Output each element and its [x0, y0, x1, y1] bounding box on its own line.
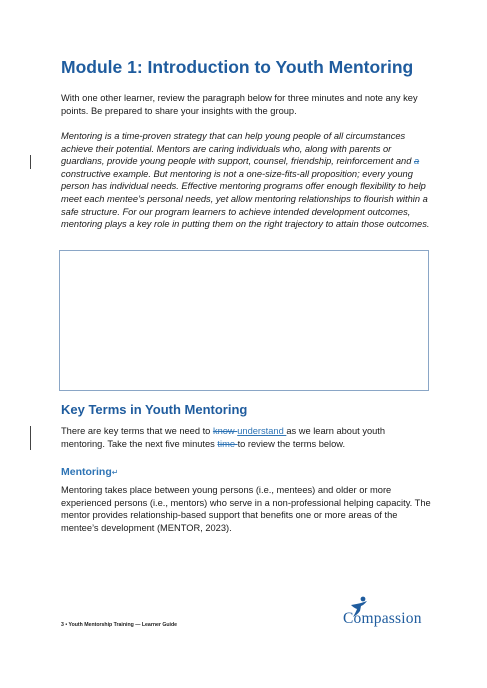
module-instruction: With one other learner, review the paragraph below for three minutes and note any key points. Be prepared to share your insights with the group.: [61, 93, 418, 116]
change-bar: [30, 426, 31, 450]
notes-box[interactable]: [59, 250, 429, 391]
intro-text-2: as we learn about youth mentoring. Take the next five minutes: [61, 426, 386, 449]
mentoring-paragraph: [61, 130, 433, 231]
deleted-text: know: [212, 426, 238, 436]
paragraph-text-1: Mentoring is a time-proven strategy that can help young people of all circumstances achieve their potential. Mentors are caring individuals who, along with parents or guardians, provide young people with support, counsel, friendship, reinforcement and: [61, 131, 414, 167]
page-footer: 3 • Youth Mentorship Training — Learner Guide: [61, 622, 178, 628]
deleted-text: a: [413, 156, 420, 167]
term-definition-mentoring: Mentoring takes place between young persons (i.e., mentees) and older or more experienced persons (i.e., mentors) who serve in a non-professional helping capacity. The mentor provides relationship-based support that benefits one or more areas of the mentee’s development (MENTOR, 2023).: [61, 485, 431, 533]
paragraph-mark-icon: ↵: [111, 468, 119, 477]
paragraph-text-2: constructive example. But mentoring is not a one-size-fits-all proposition; every young person has individual needs. Effective mentoring programs offer enough flexibility to help meet each mentee’s personal needs, yet allow mentoring relationships to flourish within a safe structure. For our program learners to achieve intended development outcomes, mentoring plays a key role in putting them on the right trajectory to attain those outcomes.: [61, 168, 430, 230]
term-heading-text: Mentoring: [61, 466, 112, 478]
intro-text-3: to review the terms below.: [237, 438, 346, 449]
change-bar: [30, 155, 31, 169]
key-terms-heading: Key Terms in Youth Mentoring: [61, 402, 248, 417]
module-title: Module 1: Introduction to Youth Mentoring: [61, 57, 414, 77]
key-terms-intro: [61, 425, 431, 450]
compassion-logo: [343, 596, 443, 632]
deleted-text: time: [217, 438, 238, 449]
logo-text: Compassion: [343, 610, 422, 627]
inserted-text: understand: [237, 426, 287, 436]
term-heading-mentoring: [61, 465, 261, 480]
intro-text-1: There are key terms that we need to: [61, 426, 213, 436]
